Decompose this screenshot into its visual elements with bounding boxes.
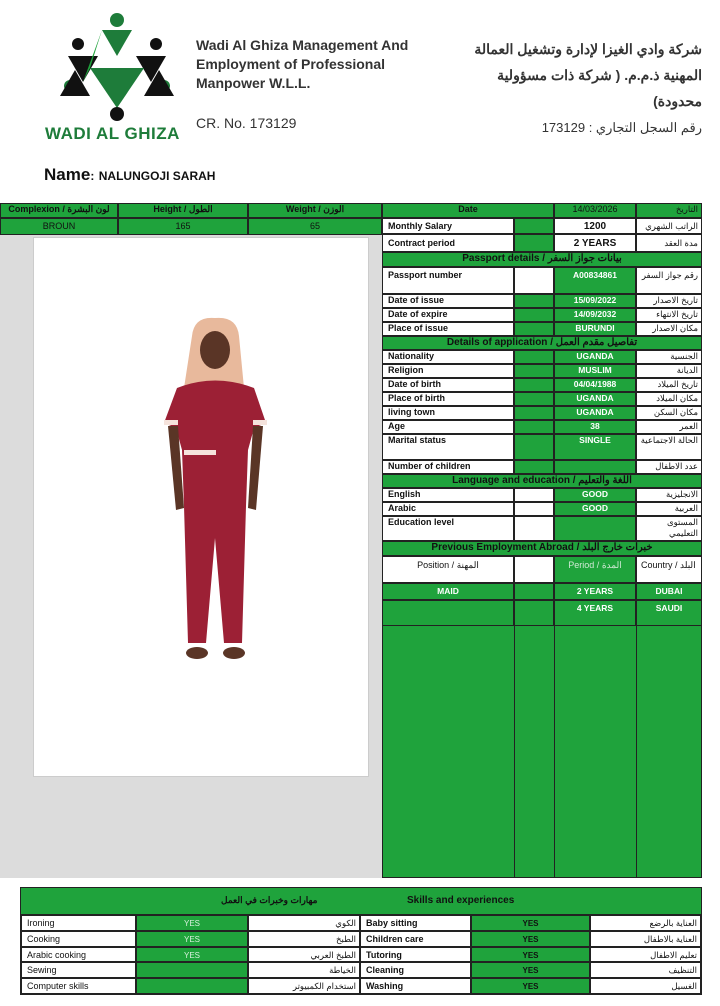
employment-position: MAID [382, 583, 514, 600]
skill-label: Children care [360, 931, 471, 947]
language-spacer [514, 502, 554, 516]
skill-value: YES [471, 915, 590, 931]
application-spacer [514, 460, 554, 474]
logo-wordmark: WADI AL GHIZA [45, 124, 180, 143]
language-label-ar: المستوى التعليمي [636, 516, 702, 541]
height-value: 165 [118, 218, 248, 235]
period-header: Period / المدة [554, 556, 636, 583]
name-label: Name [44, 165, 91, 184]
date-of-expire-label-ar: تاريخ الانتهاء [636, 308, 702, 322]
date-label-ar: التاريخ [636, 203, 702, 218]
language-label: Arabic [382, 502, 514, 516]
place-spacer [514, 322, 554, 336]
expire-spacer [514, 308, 554, 322]
application-value: SINGLE [554, 434, 636, 460]
skill-value: YES [471, 962, 590, 978]
skill-label-ar: تعليم الاطفال [590, 947, 701, 963]
application-spacer [514, 420, 554, 434]
weight-header: Weight / الوزن [248, 203, 382, 218]
application-label: Age [382, 420, 514, 434]
application-spacer [514, 350, 554, 364]
application-section-title: Details of application / تفاصيل مقدم العمل [382, 336, 702, 350]
salary-value: 1200 [554, 218, 636, 234]
date-of-expire-value: 14/09/2032 [554, 308, 636, 322]
application-spacer [514, 406, 554, 420]
employment-section-title: Previous Employment Abroad / خبرات خارج البلد [382, 541, 702, 556]
employment-position [382, 600, 514, 626]
application-label: Date of birth [382, 378, 514, 392]
language-label-ar: العربية [636, 502, 702, 516]
grid-line [514, 626, 515, 878]
skill-label: Sewing [21, 962, 136, 978]
language-label: Education level [382, 516, 514, 541]
contract-period-value: 2 YEARS [554, 234, 636, 252]
place-of-issue-label: Place of issue [382, 322, 514, 336]
skill-label: Tutoring [360, 947, 471, 963]
skill-value [136, 978, 248, 994]
application-value: MUSLIM [554, 364, 636, 378]
place-of-issue-value: BURUNDI [554, 322, 636, 336]
employment-country: DUBAI [636, 583, 702, 600]
skills-title-ar: مهارات وخبرات في العمل [221, 895, 318, 905]
salary-label: Monthly Salary [382, 218, 514, 234]
grid-line [636, 626, 637, 878]
date-of-issue-value: 15/09/2022 [554, 294, 636, 308]
application-value: UGANDA [554, 350, 636, 364]
application-label: Religion [382, 364, 514, 378]
skill-label-ar: العناية بالاطفال [590, 931, 701, 947]
skill-label-ar: الكوي [248, 915, 360, 931]
skill-value: YES [136, 947, 248, 963]
skill-label-ar: الطبخ العربي [248, 947, 360, 963]
language-label-ar: الانجليزية [636, 488, 702, 502]
skill-label-ar: الخياطة [248, 962, 360, 978]
skill-value: YES [136, 931, 248, 947]
application-value: UGANDA [554, 392, 636, 406]
skills-table [20, 887, 702, 995]
skill-value: YES [471, 947, 590, 963]
skill-value: YES [471, 931, 590, 947]
place-of-issue-label-ar: مكان الاصدار [636, 322, 702, 336]
application-spacer [514, 378, 554, 392]
application-label-ar: مكان الميلاد [636, 392, 702, 406]
skill-label-ar: الطبخ [248, 931, 360, 947]
skill-label-ar: التنظيف [590, 962, 701, 978]
complexion-header: Complexion / لون البشرة [0, 203, 118, 218]
grid-line [554, 626, 555, 878]
application-spacer [514, 392, 554, 406]
complexion-value: BROUN [0, 218, 118, 235]
application-label: Place of birth [382, 392, 514, 406]
salary-label-ar: الراتب الشهري [636, 218, 702, 234]
employment-period: 2 YEARS [554, 583, 636, 600]
passport-number-label-ar: رقم جواز السفر [636, 267, 702, 294]
application-value: 38 [554, 420, 636, 434]
skill-label: Cooking [21, 931, 136, 947]
passport-number-value: A00834861 [554, 267, 636, 294]
date-label: Date [382, 203, 554, 218]
application-label-ar: الجنسية [636, 350, 702, 364]
company-name-en: Wadi Al Ghiza Management And Employment of Professional Manpower W.L.L. [196, 37, 409, 91]
name-colon: : [90, 169, 95, 183]
skill-label: Cleaning [360, 962, 471, 978]
skill-label-ar: العناية بالرضع [590, 915, 701, 931]
application-label-ar: الديانة [636, 364, 702, 378]
issue-spacer [514, 294, 554, 308]
passport-spacer [514, 267, 554, 294]
skill-label: Baby sitting [360, 915, 471, 931]
language-spacer [514, 516, 554, 541]
application-label-ar: العمر [636, 420, 702, 434]
skill-label-ar: الغسيل [590, 978, 701, 994]
language-label: English [382, 488, 514, 502]
contract-period-label-ar: مدة العقد [636, 234, 702, 252]
application-value: UGANDA [554, 406, 636, 420]
application-label-ar: عدد الاطفال [636, 460, 702, 474]
application-label: Nationality [382, 350, 514, 364]
date-of-expire-label: Date of expire [382, 308, 514, 322]
date-of-issue-label-ar: تاريخ الاصدار [636, 294, 702, 308]
application-spacer [514, 364, 554, 378]
skill-label: Arabic cooking [21, 947, 136, 963]
passport-number-label: Passport number [382, 267, 514, 294]
contract-period-label: Contract period [382, 234, 514, 252]
skill-label: Washing [360, 978, 471, 994]
application-label-ar: مكان السكن [636, 406, 702, 420]
language-value: GOOD [554, 488, 636, 502]
language-section-title: Language and education / اللغة والتعليم [382, 474, 702, 488]
skill-value: YES [136, 915, 248, 931]
candidate-name-line [44, 165, 215, 185]
application-label-ar: الحالة الاجتماعية [636, 434, 702, 460]
employment-period: 4 YEARS [554, 600, 636, 626]
language-value [554, 516, 636, 541]
employment-spacer [514, 583, 554, 600]
contract-spacer [514, 234, 554, 252]
company-name-ar: شركة وادي الغيزا لإدارة وتشغيل العمالة المهنية ذ.م.م. ( شركة ذات مسؤولية محدودة) [474, 41, 702, 109]
application-label: living town [382, 406, 514, 420]
skill-value [136, 962, 248, 978]
skills-header [21, 888, 701, 915]
candidate-photo [33, 237, 369, 777]
cr-number-en: CR. No. 173129 [196, 115, 297, 131]
position-header: Position / المهنة [382, 556, 514, 583]
skills-title-en: Skills and experiences [407, 895, 515, 906]
skill-value: YES [471, 978, 590, 994]
weight-value: 65 [248, 218, 382, 235]
passport-section-title: Passport details / بيانات جواز السفر [382, 252, 702, 267]
height-header: Height / الطول [118, 203, 248, 218]
skill-label-ar: استخدام الكمبيوتر [248, 978, 360, 994]
application-label-ar: تاريخ الميلاد [636, 378, 702, 392]
date-value: 14/03/2026 [554, 203, 636, 218]
position-spacer [514, 556, 554, 583]
skill-label: Ironing [21, 915, 136, 931]
employment-country: SAUDI [636, 600, 702, 626]
cr-number-ar: رقم السجل التجاري : 173129 [541, 120, 702, 135]
application-spacer [514, 434, 554, 460]
language-value: GOOD [554, 502, 636, 516]
date-of-issue-label: Date of issue [382, 294, 514, 308]
language-spacer [514, 488, 554, 502]
country-header: Country / البلد [636, 556, 702, 583]
application-label: Number of children [382, 460, 514, 474]
application-label: Marital status [382, 434, 514, 460]
skill-label: Computer skills [21, 978, 136, 994]
salary-spacer [514, 218, 554, 234]
candidate-name: NALUNGOJI SARAH [98, 169, 216, 183]
employment-spacer [514, 600, 554, 626]
application-value [554, 460, 636, 474]
application-value: 04/04/1988 [554, 378, 636, 392]
